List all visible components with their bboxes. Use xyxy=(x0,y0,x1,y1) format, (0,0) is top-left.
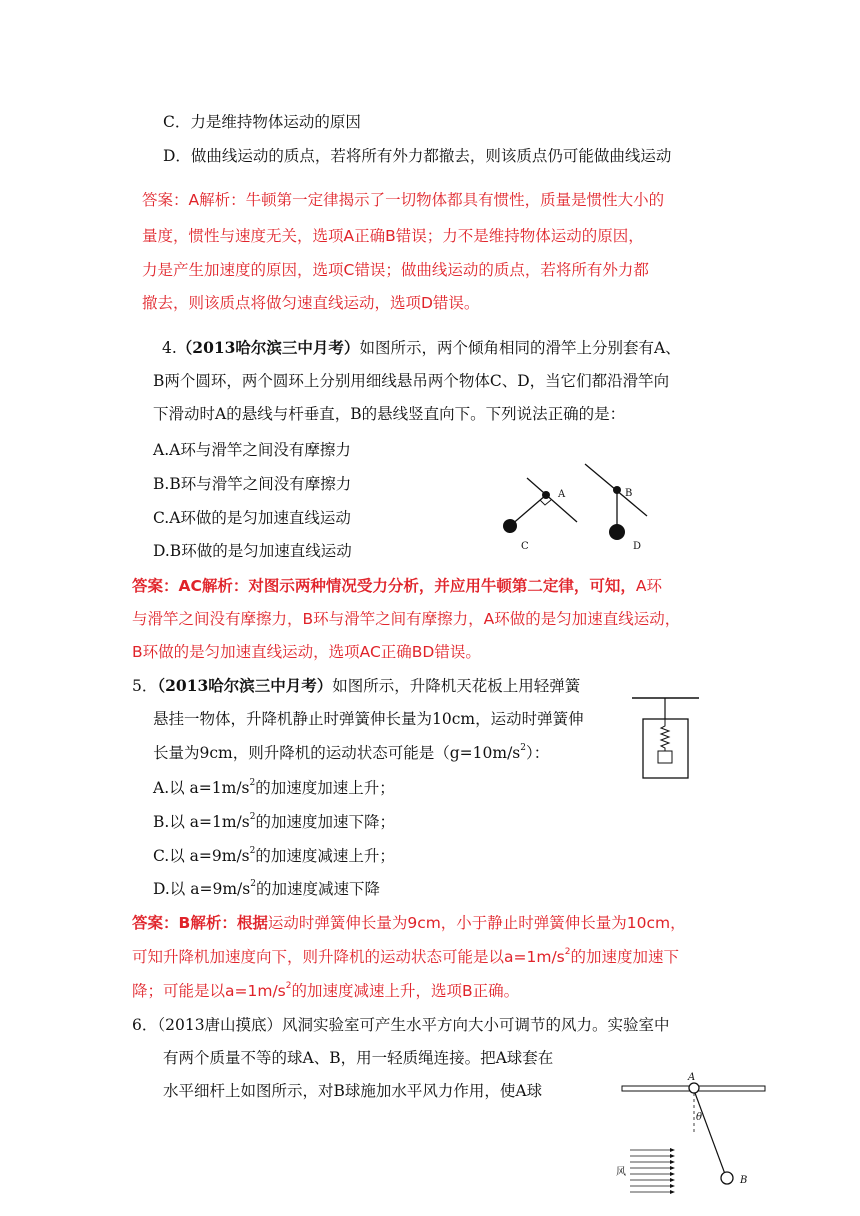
q4-answer-line-1 xyxy=(132,576,662,596)
q3-option-d: D．做曲线运动的质点，若将所有外力都撤去，则该质点仍可能做曲线运动 xyxy=(163,147,672,165)
q5-line-3 xyxy=(153,743,549,763)
q5-line-2: 悬挂一物体，升降机静止时弹簧伸长量为10cm，运动时弹簧伸 xyxy=(153,710,584,728)
ring-a xyxy=(542,491,550,499)
q5-b-pre: B.以 a=1m/s xyxy=(153,813,250,831)
q5-answer-line-1 xyxy=(132,913,686,933)
wind-arrowheads xyxy=(670,1148,675,1194)
wind-arrows xyxy=(630,1150,670,1192)
q4-option-d: D.B环做的是匀加速直线运动 xyxy=(153,542,352,560)
thread-a xyxy=(510,495,546,526)
ring-a xyxy=(689,1083,699,1093)
hanging-block xyxy=(658,751,672,763)
q4-answer-line-2: 与滑竿之间没有摩擦力，B环与滑竿之间有摩擦力，A环做的是匀加速直线运动， xyxy=(132,610,681,628)
q5-answer-sup-2: 2 xyxy=(285,980,292,991)
q5-answer-sup-1: 2 xyxy=(564,946,571,957)
q5-answer-2a: 可知升降机加速度向下，则升降机的运动状态可能是以a=1m/s xyxy=(132,948,565,966)
label-wind: 风 xyxy=(616,1167,626,1178)
q4-source: （2013哈尔滨三中月考） xyxy=(176,338,360,357)
q5-source: （2013哈尔滨三中月考） xyxy=(157,676,333,695)
q5-option-c xyxy=(153,846,395,866)
q5-c-sup: 2 xyxy=(249,845,256,856)
q5-answer-3b: 的加速度减速上升，选项B正确。 xyxy=(291,982,520,1000)
q4-option-a: A.A环与滑竿之间没有摩擦力 xyxy=(153,441,351,459)
q4-answer-line-3: B环做的是匀加速直线运动，选项AC正确BD错误。 xyxy=(132,643,481,661)
q5-c-post: 的加速度减速上升； xyxy=(255,847,395,865)
q5-d-post: 的加速度减速下降 xyxy=(255,880,380,898)
q5-c-pre: C.以 a=9m/s xyxy=(153,847,250,865)
ball-d xyxy=(609,524,625,540)
label-b: B xyxy=(625,488,633,499)
q5-option-d xyxy=(153,879,380,899)
q5-option-b xyxy=(153,812,395,832)
q4-answer-rest: A环 xyxy=(635,577,662,595)
ball-c xyxy=(503,519,517,533)
label-d: D xyxy=(633,541,642,552)
right-angle-mark xyxy=(540,500,551,505)
string xyxy=(695,1093,725,1174)
q5-text-3b: ）： xyxy=(525,744,550,762)
q5-a-pre: A.以 a=1m/s xyxy=(153,779,250,797)
q6-line-1: 6．（2013唐山摸底）风洞实验室可产生水平方向大小可调节的风力。实验室中 xyxy=(132,1016,670,1034)
q4-option-c: C.A环做的是匀加速直线运动 xyxy=(153,509,351,527)
q4-line-3: 下滑动时A的悬线与杆垂直，B的悬线竖直向下。下列说法正确的是： xyxy=(153,405,626,423)
q5-b-post: 的加速度加速下降； xyxy=(255,813,395,831)
label-a: A xyxy=(688,1072,696,1083)
q4-answer-bold: 答案：AC解析：对图示两种情况受力分析，并应用牛顿第二定律，可知， xyxy=(132,577,636,595)
q5-a-post: 的加速度加速上升； xyxy=(255,779,395,797)
q4-line-1 xyxy=(162,338,681,358)
q5-answer-line-2 xyxy=(132,947,679,967)
ring-b xyxy=(613,486,621,494)
q5-d-pre: D.以 a=9m/s xyxy=(153,880,251,898)
q6-line-3: 水平细杆上如图所示，对B球施加水平风力作用，使A球 xyxy=(163,1082,543,1100)
label-a: A xyxy=(558,489,566,500)
q5-figure xyxy=(632,693,722,783)
rod-a xyxy=(527,478,577,522)
q5-answer-bold: 答案：B解析：根据 xyxy=(132,914,268,932)
q5-b-sup: 2 xyxy=(249,811,256,822)
q5-answer-2b: 的加速度加速下 xyxy=(570,948,679,966)
label-c: C xyxy=(521,541,529,552)
q5-a-sup: 2 xyxy=(249,777,256,788)
q3-answer-line-2: 量度，惯性与速度无关，选项A正确B错误；力不是维持物体运动的原因， xyxy=(142,227,644,245)
label-b: B xyxy=(740,1175,748,1186)
q6-line-2: 有两个质量不等的球A、B，用一轻质绳连接。把A球套在 xyxy=(163,1049,554,1067)
q3-answer-line-3: 力是产生加速度的原因，选项C错误；做曲线运动的质点，若将所有外力都 xyxy=(142,261,649,279)
ball-b xyxy=(721,1172,733,1184)
q3-answer-line-1: 答案：A解析：牛顿第一定律揭示了一切物体都具有惯性，质量是惯性大小的 xyxy=(142,191,665,209)
q5-answer-line-3 xyxy=(132,981,519,1001)
q5-d-sup: 2 xyxy=(250,878,256,889)
label-theta: θ xyxy=(696,1112,703,1123)
q5-option-a xyxy=(153,778,395,798)
q5-number: 5． xyxy=(132,677,158,695)
q6-figure xyxy=(612,1072,772,1202)
q4-figure xyxy=(495,458,695,558)
q5-text-1: 如图所示，升降机天花板上用轻弹簧 xyxy=(332,677,581,695)
q3-answer-line-4: 撤去，则该质点将做匀速直线运动，选项D错误。 xyxy=(142,294,480,312)
q5-line-1 xyxy=(132,676,580,696)
q5-text-3a: 长量为9cm，则升降机的运动状态可能是（g=10m/s xyxy=(153,744,521,762)
spring-icon xyxy=(661,719,669,751)
q4-number: 4. xyxy=(162,339,177,357)
q4-line-2: B两个圆环，两个圆环上分别用细线悬吊两个物体C、D，当它们都沿滑竿向 xyxy=(153,372,670,390)
q5-answer-rest: 运动时弹簧伸长量为9cm，小于静止时弹簧伸长量为10cm， xyxy=(267,914,686,932)
q4-option-b: B.B环与滑竿之间没有摩擦力 xyxy=(153,475,352,493)
q5-sup: 2 xyxy=(520,742,526,753)
q4-text-1: 如图所示，两个倾角相同的滑竿上分别套有A、 xyxy=(359,339,681,357)
q3-option-c: C．力是维持物体运动的原因 xyxy=(163,113,361,131)
q5-answer-3a: 降；可能是以a=1m/s xyxy=(132,982,286,1000)
